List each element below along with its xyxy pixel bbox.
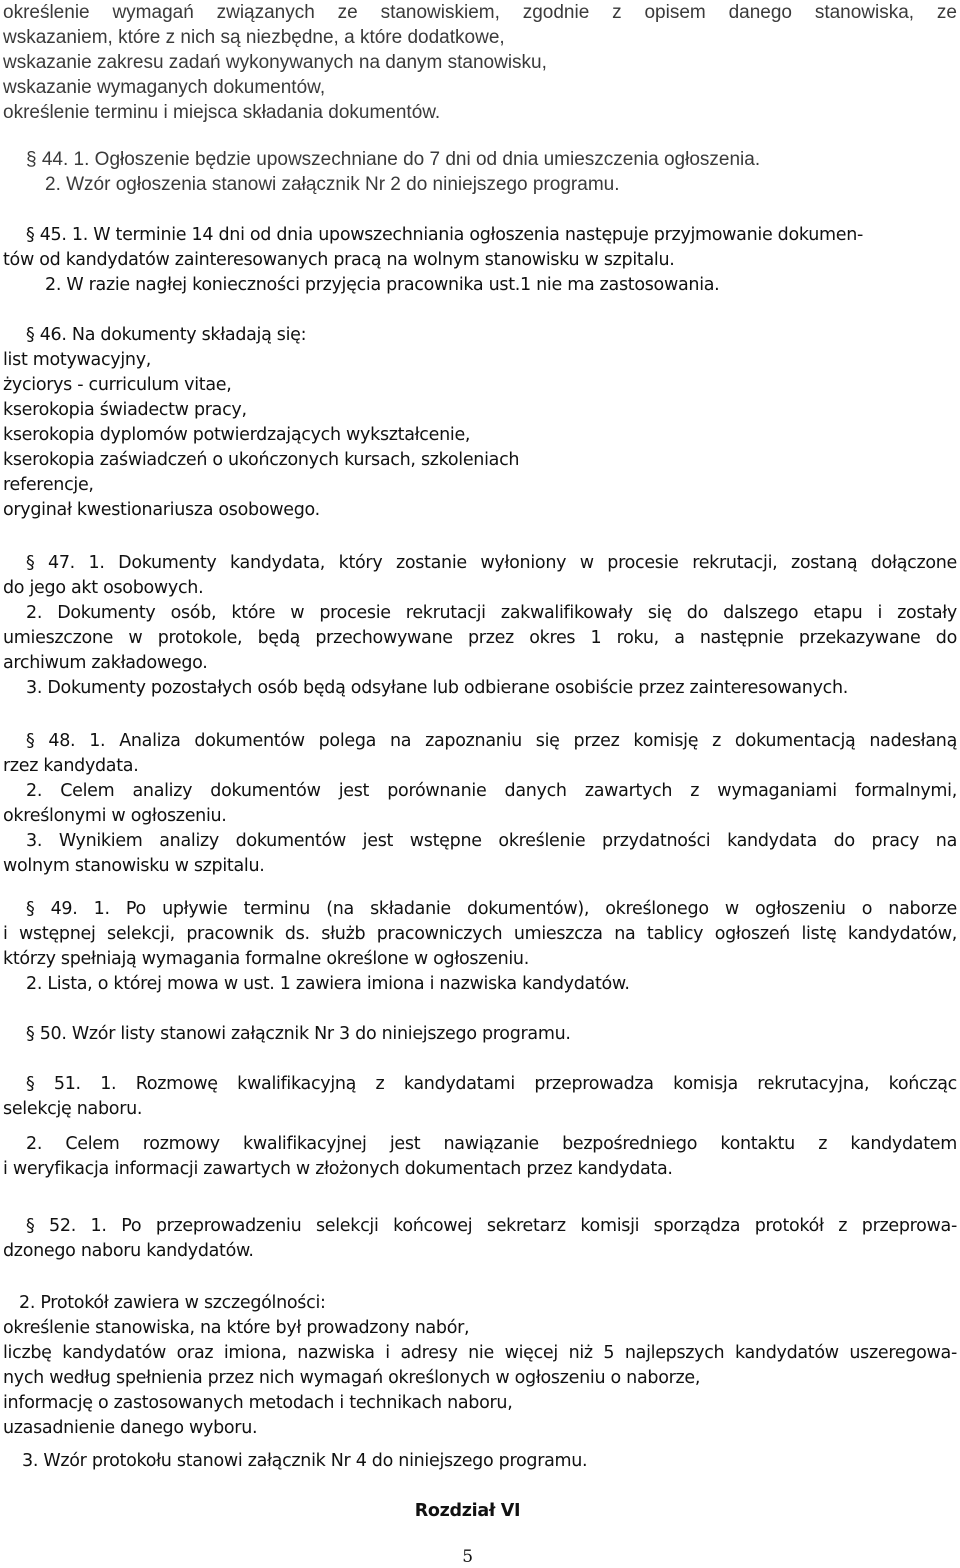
text-line: wolnym stanowisku w szpitalu.	[3, 856, 265, 876]
text-line: 2. Celem rozmowy kwalifikacyjnej jest nawiązanie bezpośredniego kontaktu z kandydatem	[26, 1134, 957, 1154]
text-line: 2. W razie nagłej konieczności przyjęcia pracownika ust.1 nie ma zastosowania.	[45, 275, 720, 295]
paragraph-49: § 49. 1. Po upływie terminu (na składanie dokumentów), określonego w ogłoszeniu o naborze	[26, 899, 957, 919]
list-item: życiorys - curriculum vitae,	[3, 375, 232, 395]
paragraph-46: § 46. Na dokumenty składają się:	[26, 325, 307, 345]
text-line: określenie terminu i miejsca składania dokumentów.	[3, 102, 441, 123]
text-line: 3. Wynikiem analizy dokumentów jest wstępne określenie przydatności kandydata do pracy na	[26, 831, 957, 851]
text-line: i weryfikacja informacji zawartych w złożonych dokumentach przez kandydata.	[3, 1159, 673, 1179]
text-line: 2. Protokół zawiera w szczególności:	[19, 1293, 326, 1313]
text-line: i wstępnej selekcji, pracownik ds. służb pracowniczych umieszcza na tablicy ogłoszeń listę kandydatów,	[3, 924, 957, 944]
paragraph-44: § 44. 1. Ogłoszenie będzie upowszechniane do 7 dni od dnia umieszczenia ogłoszenia.	[26, 149, 761, 170]
list-item: referencje,	[3, 475, 94, 495]
text-line: 2. Lista, o której mowa w ust. 1 zawiera imiona i nazwiska kandydatów.	[26, 974, 630, 994]
list-item: nych według spełnienia przez nich wymagań określonych w ogłoszeniu o naborze,	[3, 1368, 701, 1388]
text-line: do jego akt osobowych.	[3, 578, 204, 598]
list-item: list motywacyjny,	[3, 350, 152, 370]
text-line: rzez kandydata.	[3, 756, 139, 776]
list-item: kserokopia zaświadczeń o ukończonych kursach, szkoleniach	[3, 450, 520, 470]
paragraph-51: § 51. 1. Rozmowę kwalifikacyjną z kandydatami przeprowadza komisja rekrutacyjna, kończąc	[26, 1074, 957, 1094]
text-line: którzy spełniają wymagania formalne określone w ogłoszeniu.	[3, 949, 529, 969]
text-line: umieszczone w protokole, będą przechowywane przez okres 1 roku, a następnie przekazywane do	[3, 628, 957, 648]
text-line: określonymi w ogłoszeniu.	[3, 806, 227, 826]
text-line: 3. Wzór protokołu stanowi załącznik Nr 4 do niniejszego programu.	[22, 1451, 588, 1471]
list-item: informację o zastosowanych metodach i technikach naboru,	[3, 1393, 513, 1413]
text-line: selekcję naboru.	[3, 1099, 143, 1119]
paragraph-47: § 47. 1. Dokumenty kandydata, który zostanie wyłoniony w procesie rekrutacji, zostaną dołączone	[26, 553, 957, 573]
list-item: uzasadnienie danego wyboru.	[3, 1418, 258, 1438]
text-line: 3. Dokumenty pozostałych osób będą odsyłane lub odbierane osobiście przez zainteresowanych.	[26, 678, 849, 698]
text-line: archiwum zakładowego.	[3, 653, 208, 673]
text-line: 2. Wzór ogłoszenia stanowi załącznik Nr 2 do niniejszego programu.	[45, 174, 620, 195]
text-line: 2. Celem analizy dokumentów jest porównanie danych zawartych z wymaganiami formalnymi,	[26, 781, 957, 801]
chapter-heading: Rozdział VI	[414, 1501, 521, 1521]
text-line: wskazanie zakresu zadań wykonywanych na danym stanowisku,	[3, 52, 547, 73]
text-line: tów od kandydatów zainteresowanych pracą na wolnym stanowisku w szpitalu.	[3, 250, 675, 270]
list-item: kserokopia świadectw pracy,	[3, 400, 247, 420]
paragraph-45: § 45. 1. W terminie 14 dni od dnia upowszechniania ogłoszenia następuje przyjmowanie dokumen-	[26, 225, 864, 245]
list-item: kserokopia dyplomów potwierdzających wykształcenie,	[3, 425, 471, 445]
text-line: określenie wymagań związanych ze stanowiskiem, zgodnie z opisem danego stanowiska, ze	[3, 2, 957, 23]
list-item: określenie stanowiska, na które był prowadzony nabór,	[3, 1318, 470, 1338]
paragraph-48: § 48. 1. Analiza dokumentów polega na zapoznaniu się przez komisję z dokumentacją nadesłaną	[26, 731, 957, 751]
text-line: wskazanie wymaganych dokumentów,	[3, 77, 326, 98]
text-line: wskazaniem, które z nich są niezbędne, a które dodatkowe,	[3, 27, 505, 48]
text-line: 2. Dokumenty osób, które w procesie rekrutacji zakwalifikowały się do dalszego etapu i zostały	[26, 603, 957, 623]
paragraph-52: § 52. 1. Po przeprowadzeniu selekcji końcowej sekretarz komisji sporządza protokół z przeprowa-	[26, 1216, 957, 1236]
paragraph-50: § 50. Wzór listy stanowi załącznik Nr 3 do niniejszego programu.	[26, 1024, 571, 1044]
list-item: liczbę kandydatów oraz imiona, nazwiska i adresy nie więcej niż 5 najlepszych kandydatów uszeregowa-	[3, 1343, 957, 1363]
text-line: dzonego naboru kandydatów.	[3, 1241, 254, 1261]
page-number: 5	[462, 1547, 473, 1567]
list-item: oryginał kwestionariusza osobowego.	[3, 500, 320, 520]
